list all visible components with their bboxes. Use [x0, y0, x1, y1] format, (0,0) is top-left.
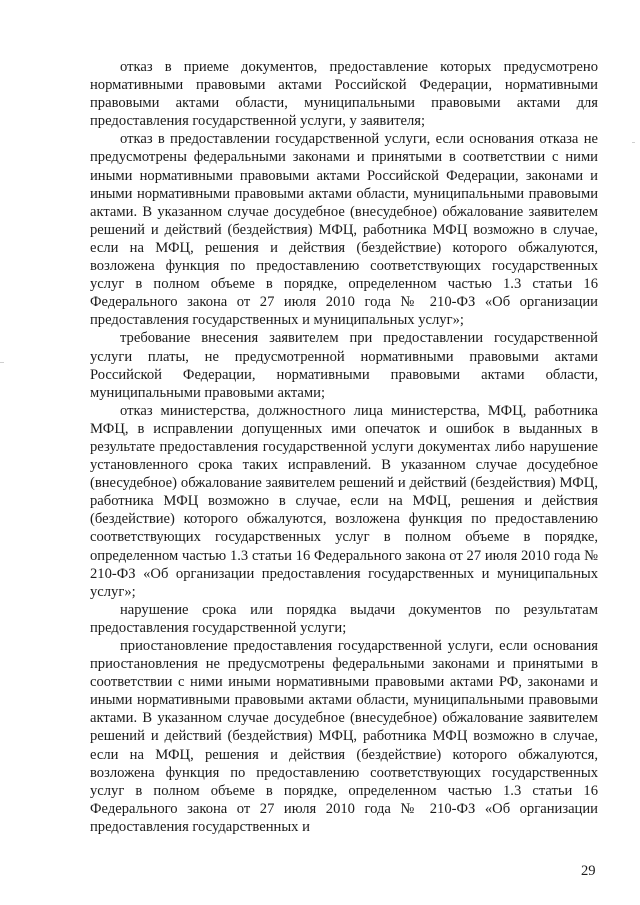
paragraph-service-suspension: приостановление предоставления государственной услуги, если основания приостановления не предусмотрены федеральными законами и принятыми в соответствии с ними иными нормативными правовыми актами РФ, законами и иными нормативными правовыми актами области, муниципальными правовыми актами. В указанном случае досудебное (внесудебное) обжалование заявителем решений и действий (бездействия) МФЦ, работника МФЦ возможно в случае, если на МФЦ, решения и действия (бездействие) которого обжалуются, возложена функция по предоставлению соответствующих государственных услуг в полном объеме в порядке, определенном частью 1.3 статьи 16 Федерального закона от 27 июля 2010 года № 210-ФЗ «Об организации предоставления государственных и	[90, 638, 598, 835]
paragraph-document-refusal: отказ в приеме документов, предоставление которых предусмотрено нормативными правовыми актами Российской Федерации, нормативными правовыми актами области, муниципальными правовыми актами для предоставления государственной услуги, у заявителя;	[90, 59, 598, 130]
paragraph-correction-refusal: отказ министерства, должностного лица министерства, МФЦ, работника МФЦ, в исправлении допущенных ими опечаток и ошибок в выданных в результате предоставления государственной услуги документах либо нарушение установленного срока таких исправлений. В указанном случае досудебное (внесудебное) обжалование заявителем решений и действий (бездействия) МФЦ, работника МФЦ возможно в случае, если на МФЦ, решения и действия (бездействие) которого обжалуются, возложена функция по предоставлению соответствующих государственных услуг в полном объеме в порядке, определенном частью 1.3 статьи 16 Федерального закона от 27 июля 2010 года № 210-ФЗ «Об организации предоставления государственных и муниципальных услуг»;	[90, 402, 598, 600]
paragraph-issuance-violation: нарушение срока или порядка выдачи документов по результатам предоставления государственной услуги;	[90, 601, 598, 636]
scan-speck-left	[0, 362, 4, 363]
scan-speck-right	[632, 142, 635, 143]
paragraph-fee-requirement: требование внесения заявителем при предоставлении государственной услуги платы, не предусмотренной нормативными правовыми актами Российской Федерации, нормативными правовыми актами области, муниципальными правовыми актами;	[90, 330, 598, 401]
page-number: 29	[581, 863, 596, 879]
document-body	[90, 58, 598, 836]
paragraph-service-refusal: отказ в предоставлении государственной услуги, если основания отказа не предусмотрены федеральными законами и принятыми в соответствии с ними иными нормативными правовыми актами Российской Федерации, законами и иными нормативными правовыми актами области, муниципальными правовыми актами. В указанном случае досудебное (внесудебное) обжалование заявителем решений и действий (бездействия) МФЦ, работника МФЦ возможно в случае, если на МФЦ, решения и действия (бездействие) которого обжалуются, возложена функция по предоставлению соответствующих государственных услуг в полном объеме в порядке, определенном частью 1.3 статьи 16 Федерального закона от 27 июля 2010 года № 210-ФЗ «Об организации предоставления государственных и муниципальных услуг»;	[90, 131, 598, 329]
